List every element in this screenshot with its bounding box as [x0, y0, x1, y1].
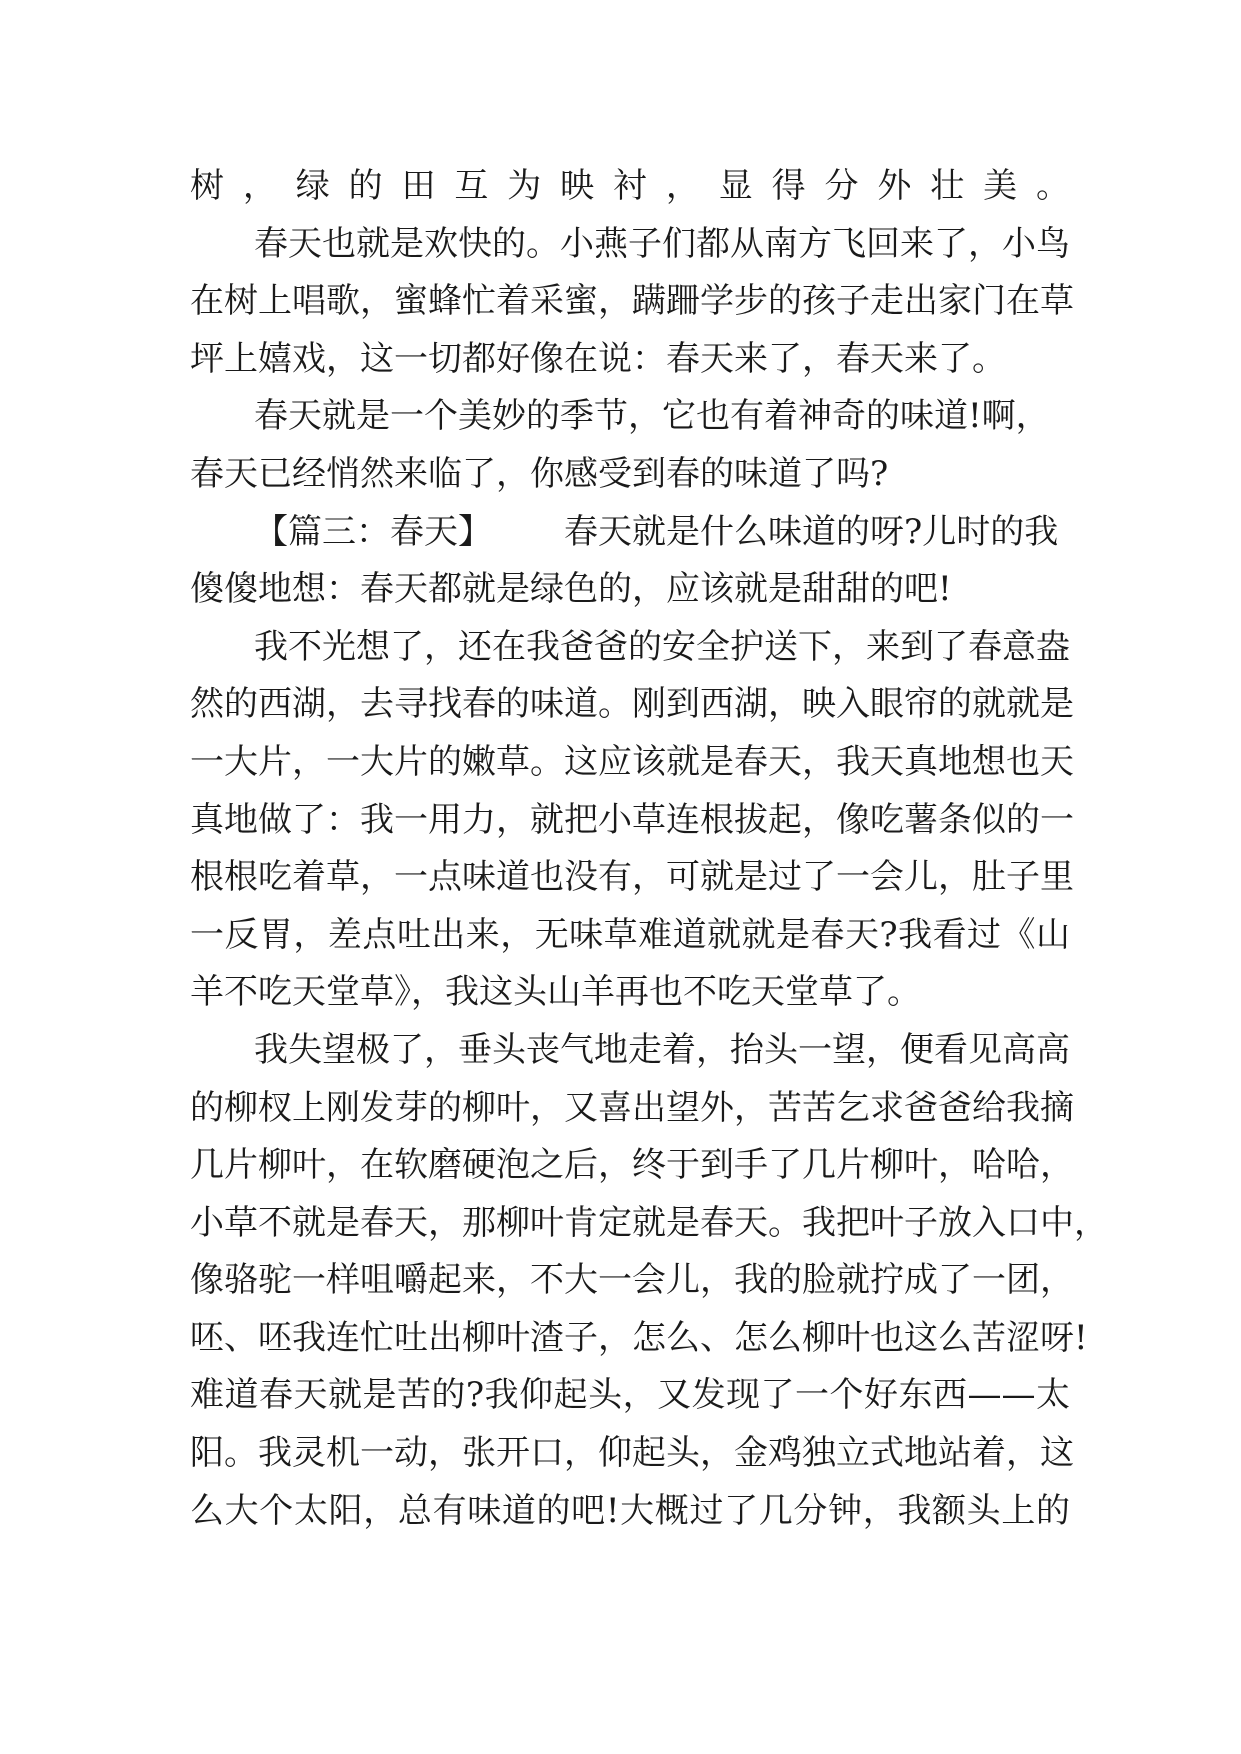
text-line: 的柳杈上刚发芽的柳叶，又喜出望外，苦苦乞求爸爸给我摘 — [190, 1087, 1074, 1128]
text-line: 小草不就是春天，那柳叶肯定就是春天。我把叶子放入口中， — [190, 1202, 1108, 1243]
text-line: 一大片，一大片的嫩草。这应该就是春天，我天真地想也天 — [190, 741, 1074, 782]
body-text — [190, 158, 1108, 1540]
section-heading: 【篇三：春天】 — [254, 511, 492, 552]
text-line: 羊不吃天堂草》，我这头山羊再也不吃天堂草了。 — [190, 972, 921, 1013]
text-line: 阳。我灵机一动，张开口，仰起头，金鸡独立式地站着，这 — [190, 1433, 1074, 1474]
text-line: 呸、呸我连忙吐出柳叶渣子，怎么、怎么柳叶也这么苦涩呀! — [190, 1317, 1088, 1358]
text-line: 难道春天就是苦的?我仰起头，又发现了一个好东西——太 — [190, 1375, 1070, 1416]
text-line: 么大个太阳，总有味道的吧!大概过了几分钟，我额头上的 — [190, 1490, 1070, 1531]
text-line: 在树上唱歌，蜜蜂忙着采蜜，蹒跚学步的孩子走出家门在草 — [190, 281, 1074, 322]
paragraph-start-line: 我失望极了，垂头丧气地走着，抬头一望，便看见高高 — [254, 1029, 1070, 1070]
text-line: 真地做了：我一用力，就把小草连根拔起，像吃薯条似的一 — [190, 799, 1074, 840]
paragraph-start-line: 春天就是一个美妙的季节，它也有着神奇的味道!啊， — [254, 396, 1050, 437]
paragraph-start-line: 春天也就是欢快的。小燕子们都从南方飞回来了，小鸟 — [254, 223, 1070, 264]
text-line: 像骆驼一样咀嚼起来，不大一会儿，我的脸就拧成了一团， — [190, 1260, 1074, 1301]
text-line: 一反胃，差点吐出来，无味草难道就就是春天?我看过《山 — [190, 914, 1070, 955]
text-line: 傻傻地想：春天都就是绿色的，应该就是甜甜的吧! — [190, 569, 952, 610]
section-heading-line — [190, 504, 1070, 562]
text-line: 根根吃着草，一点味道也没有，可就是过了一会儿，肚子里 — [190, 857, 1074, 898]
text-line: 坪上嬉戏，这一切都好像在说：春天来了，春天来了。 — [190, 338, 1006, 379]
paragraph-start-line: 我不光想了，还在我爸爸的安全护送下，来到了春意盎 — [254, 626, 1070, 667]
text-line: 然的西湖，去寻找春的味道。刚到西湖，映入眼帘的就就是 — [190, 684, 1074, 725]
text-line: 树，绿的田互为映衬，显得分外壮美。 — [190, 166, 1070, 206]
text-line: 几片柳叶，在软磨硬泡之后，终于到手了几片柳叶，哈哈， — [190, 1145, 1074, 1186]
section-first-sentence: 春天就是什么味道的呀?儿时的我 — [564, 511, 1059, 552]
text-line: 春天已经悄然来临了，你感受到春的味道了吗? — [190, 453, 889, 494]
